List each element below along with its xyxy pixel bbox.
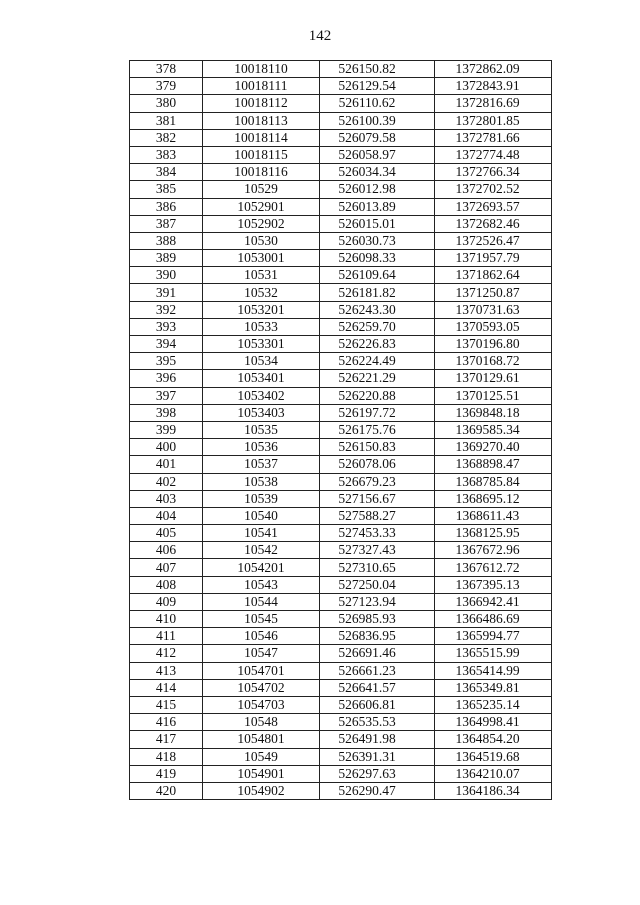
table-row: [130, 129, 552, 146]
x-coordinate-cell: 526058.97: [320, 146, 435, 163]
table-row: [130, 525, 552, 542]
row-number-cell: 400: [130, 439, 203, 456]
y-coordinate-cell: 1365515.99: [435, 645, 552, 662]
row-number-cell: 378: [130, 61, 203, 78]
x-coordinate-cell: 527588.27: [320, 507, 435, 524]
x-coordinate-cell: 526836.95: [320, 628, 435, 645]
y-coordinate-cell: 1370731.63: [435, 301, 552, 318]
y-coordinate-cell: 1366942.41: [435, 593, 552, 610]
x-coordinate-cell: 527156.67: [320, 490, 435, 507]
row-number-cell: 386: [130, 198, 203, 215]
y-coordinate-cell: 1369585.34: [435, 421, 552, 438]
x-coordinate-cell: 526129.54: [320, 78, 435, 95]
row-number-cell: 396: [130, 370, 203, 387]
row-number-cell: 403: [130, 490, 203, 507]
table-row: [130, 679, 552, 696]
point-id-cell: 10532: [203, 284, 320, 301]
x-coordinate-cell: 526030.73: [320, 232, 435, 249]
row-number-cell: 379: [130, 78, 203, 95]
row-number-cell: 399: [130, 421, 203, 438]
table-row: [130, 559, 552, 576]
x-coordinate-cell: 526110.62: [320, 95, 435, 112]
point-id-cell: 10543: [203, 576, 320, 593]
point-id-cell: 10544: [203, 593, 320, 610]
y-coordinate-cell: 1364854.20: [435, 731, 552, 748]
x-coordinate-cell: 526034.34: [320, 164, 435, 181]
y-coordinate-cell: 1372774.48: [435, 146, 552, 163]
point-id-cell: 1053201: [203, 301, 320, 318]
table-row: [130, 782, 552, 799]
row-number-cell: 418: [130, 748, 203, 765]
point-id-cell: 10018110: [203, 61, 320, 78]
table-row: [130, 490, 552, 507]
y-coordinate-cell: 1366486.69: [435, 611, 552, 628]
y-coordinate-cell: 1370168.72: [435, 353, 552, 370]
y-coordinate-cell: 1368785.84: [435, 473, 552, 490]
row-number-cell: 381: [130, 112, 203, 129]
point-id-cell: 1052901: [203, 198, 320, 215]
point-id-cell: 1054703: [203, 696, 320, 713]
table-row: [130, 181, 552, 198]
point-id-cell: 1053001: [203, 250, 320, 267]
y-coordinate-cell: 1372816.69: [435, 95, 552, 112]
table-row: [130, 593, 552, 610]
x-coordinate-cell: 526150.82: [320, 61, 435, 78]
table-row: [130, 456, 552, 473]
table-row: [130, 353, 552, 370]
row-number-cell: 416: [130, 714, 203, 731]
point-id-cell: 10018114: [203, 129, 320, 146]
point-id-cell: 1054201: [203, 559, 320, 576]
row-number-cell: 394: [130, 336, 203, 353]
point-id-cell: 10530: [203, 232, 320, 249]
point-id-cell: 10535: [203, 421, 320, 438]
x-coordinate-cell: 526100.39: [320, 112, 435, 129]
x-coordinate-cell: 526098.33: [320, 250, 435, 267]
table-row: [130, 421, 552, 438]
table-row: [130, 404, 552, 421]
row-number-cell: 411: [130, 628, 203, 645]
row-number-cell: 389: [130, 250, 203, 267]
x-coordinate-cell: 526181.82: [320, 284, 435, 301]
table-row: [130, 250, 552, 267]
table-row: [130, 576, 552, 593]
y-coordinate-cell: 1365349.81: [435, 679, 552, 696]
x-coordinate-cell: 526985.93: [320, 611, 435, 628]
table-row: [130, 731, 552, 748]
table-row: [130, 542, 552, 559]
row-number-cell: 390: [130, 267, 203, 284]
point-id-cell: 10545: [203, 611, 320, 628]
table-row: [130, 146, 552, 163]
x-coordinate-cell: 526661.23: [320, 662, 435, 679]
y-coordinate-cell: 1372682.46: [435, 215, 552, 232]
row-number-cell: 397: [130, 387, 203, 404]
y-coordinate-cell: 1371862.64: [435, 267, 552, 284]
y-coordinate-cell: 1370196.80: [435, 336, 552, 353]
table-row: [130, 387, 552, 404]
point-id-cell: 10537: [203, 456, 320, 473]
x-coordinate-cell: 526691.46: [320, 645, 435, 662]
table-row: [130, 61, 552, 78]
table-row: [130, 507, 552, 524]
row-number-cell: 412: [130, 645, 203, 662]
y-coordinate-cell: 1368125.95: [435, 525, 552, 542]
x-coordinate-cell: 526013.89: [320, 198, 435, 215]
x-coordinate-cell: 526535.53: [320, 714, 435, 731]
point-id-cell: 10534: [203, 353, 320, 370]
table-row: [130, 748, 552, 765]
page-number: 142: [308, 28, 332, 44]
point-id-cell: 1053301: [203, 336, 320, 353]
row-number-cell: 419: [130, 765, 203, 782]
y-coordinate-cell: 1369270.40: [435, 439, 552, 456]
table-row: [130, 370, 552, 387]
x-coordinate-cell: 526015.01: [320, 215, 435, 232]
row-number-cell: 405: [130, 525, 203, 542]
y-coordinate-cell: 1367672.96: [435, 542, 552, 559]
x-coordinate-cell: 526220.88: [320, 387, 435, 404]
point-id-cell: 10536: [203, 439, 320, 456]
point-id-cell: 1054901: [203, 765, 320, 782]
row-number-cell: 410: [130, 611, 203, 628]
y-coordinate-cell: 1364519.68: [435, 748, 552, 765]
row-number-cell: 413: [130, 662, 203, 679]
row-number-cell: 406: [130, 542, 203, 559]
y-coordinate-cell: 1368898.47: [435, 456, 552, 473]
x-coordinate-cell: 526606.81: [320, 696, 435, 713]
y-coordinate-cell: 1367395.13: [435, 576, 552, 593]
row-number-cell: 417: [130, 731, 203, 748]
point-id-cell: 10546: [203, 628, 320, 645]
row-number-cell: 402: [130, 473, 203, 490]
point-id-cell: 1053403: [203, 404, 320, 421]
point-id-cell: 10018115: [203, 146, 320, 163]
x-coordinate-cell: 526079.58: [320, 129, 435, 146]
y-coordinate-cell: 1368611.43: [435, 507, 552, 524]
row-number-cell: 398: [130, 404, 203, 421]
x-coordinate-cell: 526290.47: [320, 782, 435, 799]
y-coordinate-cell: 1367612.72: [435, 559, 552, 576]
y-coordinate-cell: 1370593.05: [435, 318, 552, 335]
table-row: [130, 95, 552, 112]
table-row: [130, 284, 552, 301]
table-row: [130, 318, 552, 335]
y-coordinate-cell: 1364210.07: [435, 765, 552, 782]
point-id-cell: 1052902: [203, 215, 320, 232]
table-row: [130, 78, 552, 95]
row-number-cell: 392: [130, 301, 203, 318]
y-coordinate-cell: 1372702.52: [435, 181, 552, 198]
table-row: [130, 215, 552, 232]
table-row: [130, 765, 552, 782]
y-coordinate-cell: 1372781.66: [435, 129, 552, 146]
y-coordinate-cell: 1372766.34: [435, 164, 552, 181]
row-number-cell: 409: [130, 593, 203, 610]
row-number-cell: 393: [130, 318, 203, 335]
point-id-cell: 1053402: [203, 387, 320, 404]
table-row: [130, 164, 552, 181]
point-id-cell: 10018112: [203, 95, 320, 112]
row-number-cell: 420: [130, 782, 203, 799]
row-number-cell: 404: [130, 507, 203, 524]
x-coordinate-cell: 526078.06: [320, 456, 435, 473]
y-coordinate-cell: 1370125.51: [435, 387, 552, 404]
coordinates-table-body: [130, 61, 552, 800]
row-number-cell: 401: [130, 456, 203, 473]
x-coordinate-cell: 526226.83: [320, 336, 435, 353]
x-coordinate-cell: 527310.65: [320, 559, 435, 576]
row-number-cell: 387: [130, 215, 203, 232]
x-coordinate-cell: 526259.70: [320, 318, 435, 335]
point-id-cell: 1053401: [203, 370, 320, 387]
coordinates-table: [129, 60, 552, 800]
x-coordinate-cell: 526109.64: [320, 267, 435, 284]
x-coordinate-cell: 526243.30: [320, 301, 435, 318]
row-number-cell: 385: [130, 181, 203, 198]
row-number-cell: 388: [130, 232, 203, 249]
y-coordinate-cell: 1372693.57: [435, 198, 552, 215]
x-coordinate-cell: 526679.23: [320, 473, 435, 490]
table-row: [130, 628, 552, 645]
table-row: [130, 232, 552, 249]
table-row: [130, 696, 552, 713]
x-coordinate-cell: 526175.76: [320, 421, 435, 438]
table-row: [130, 112, 552, 129]
point-id-cell: 10018116: [203, 164, 320, 181]
row-number-cell: 407: [130, 559, 203, 576]
point-id-cell: 1054902: [203, 782, 320, 799]
y-coordinate-cell: 1365235.14: [435, 696, 552, 713]
y-coordinate-cell: 1369848.18: [435, 404, 552, 421]
point-id-cell: 10542: [203, 542, 320, 559]
y-coordinate-cell: 1372843.91: [435, 78, 552, 95]
point-id-cell: 1054801: [203, 731, 320, 748]
point-id-cell: 10541: [203, 525, 320, 542]
row-number-cell: 382: [130, 129, 203, 146]
x-coordinate-cell: 526150.83: [320, 439, 435, 456]
point-id-cell: 1054702: [203, 679, 320, 696]
row-number-cell: 384: [130, 164, 203, 181]
point-id-cell: 10540: [203, 507, 320, 524]
table-row: [130, 473, 552, 490]
x-coordinate-cell: 527327.43: [320, 542, 435, 559]
x-coordinate-cell: 526012.98: [320, 181, 435, 198]
point-id-cell: 10539: [203, 490, 320, 507]
y-coordinate-cell: 1370129.61: [435, 370, 552, 387]
y-coordinate-cell: 1365994.77: [435, 628, 552, 645]
y-coordinate-cell: 1372801.85: [435, 112, 552, 129]
table-row: [130, 198, 552, 215]
point-id-cell: 10548: [203, 714, 320, 731]
point-id-cell: 10531: [203, 267, 320, 284]
y-coordinate-cell: 1368695.12: [435, 490, 552, 507]
point-id-cell: 10538: [203, 473, 320, 490]
point-id-cell: 10018113: [203, 112, 320, 129]
table-row: [130, 267, 552, 284]
table-row: [130, 611, 552, 628]
y-coordinate-cell: 1364998.41: [435, 714, 552, 731]
point-id-cell: 10529: [203, 181, 320, 198]
point-id-cell: 10018111: [203, 78, 320, 95]
row-number-cell: 408: [130, 576, 203, 593]
x-coordinate-cell: 526297.63: [320, 765, 435, 782]
row-number-cell: 415: [130, 696, 203, 713]
table-row: [130, 439, 552, 456]
table-row: [130, 645, 552, 662]
y-coordinate-cell: 1371250.87: [435, 284, 552, 301]
y-coordinate-cell: 1371957.79: [435, 250, 552, 267]
table-row: [130, 301, 552, 318]
row-number-cell: 380: [130, 95, 203, 112]
x-coordinate-cell: 526641.57: [320, 679, 435, 696]
x-coordinate-cell: 527250.04: [320, 576, 435, 593]
x-coordinate-cell: 526491.98: [320, 731, 435, 748]
row-number-cell: 391: [130, 284, 203, 301]
table-row: [130, 336, 552, 353]
point-id-cell: 10549: [203, 748, 320, 765]
table-row: [130, 662, 552, 679]
point-id-cell: 10547: [203, 645, 320, 662]
row-number-cell: 383: [130, 146, 203, 163]
point-id-cell: 10533: [203, 318, 320, 335]
y-coordinate-cell: 1364186.34: [435, 782, 552, 799]
x-coordinate-cell: 526221.29: [320, 370, 435, 387]
x-coordinate-cell: 527123.94: [320, 593, 435, 610]
x-coordinate-cell: 526391.31: [320, 748, 435, 765]
y-coordinate-cell: 1372526.47: [435, 232, 552, 249]
point-id-cell: 1054701: [203, 662, 320, 679]
row-number-cell: 414: [130, 679, 203, 696]
x-coordinate-cell: 527453.33: [320, 525, 435, 542]
row-number-cell: 395: [130, 353, 203, 370]
y-coordinate-cell: 1372862.09: [435, 61, 552, 78]
table-row: [130, 714, 552, 731]
y-coordinate-cell: 1365414.99: [435, 662, 552, 679]
x-coordinate-cell: 526197.72: [320, 404, 435, 421]
x-coordinate-cell: 526224.49: [320, 353, 435, 370]
